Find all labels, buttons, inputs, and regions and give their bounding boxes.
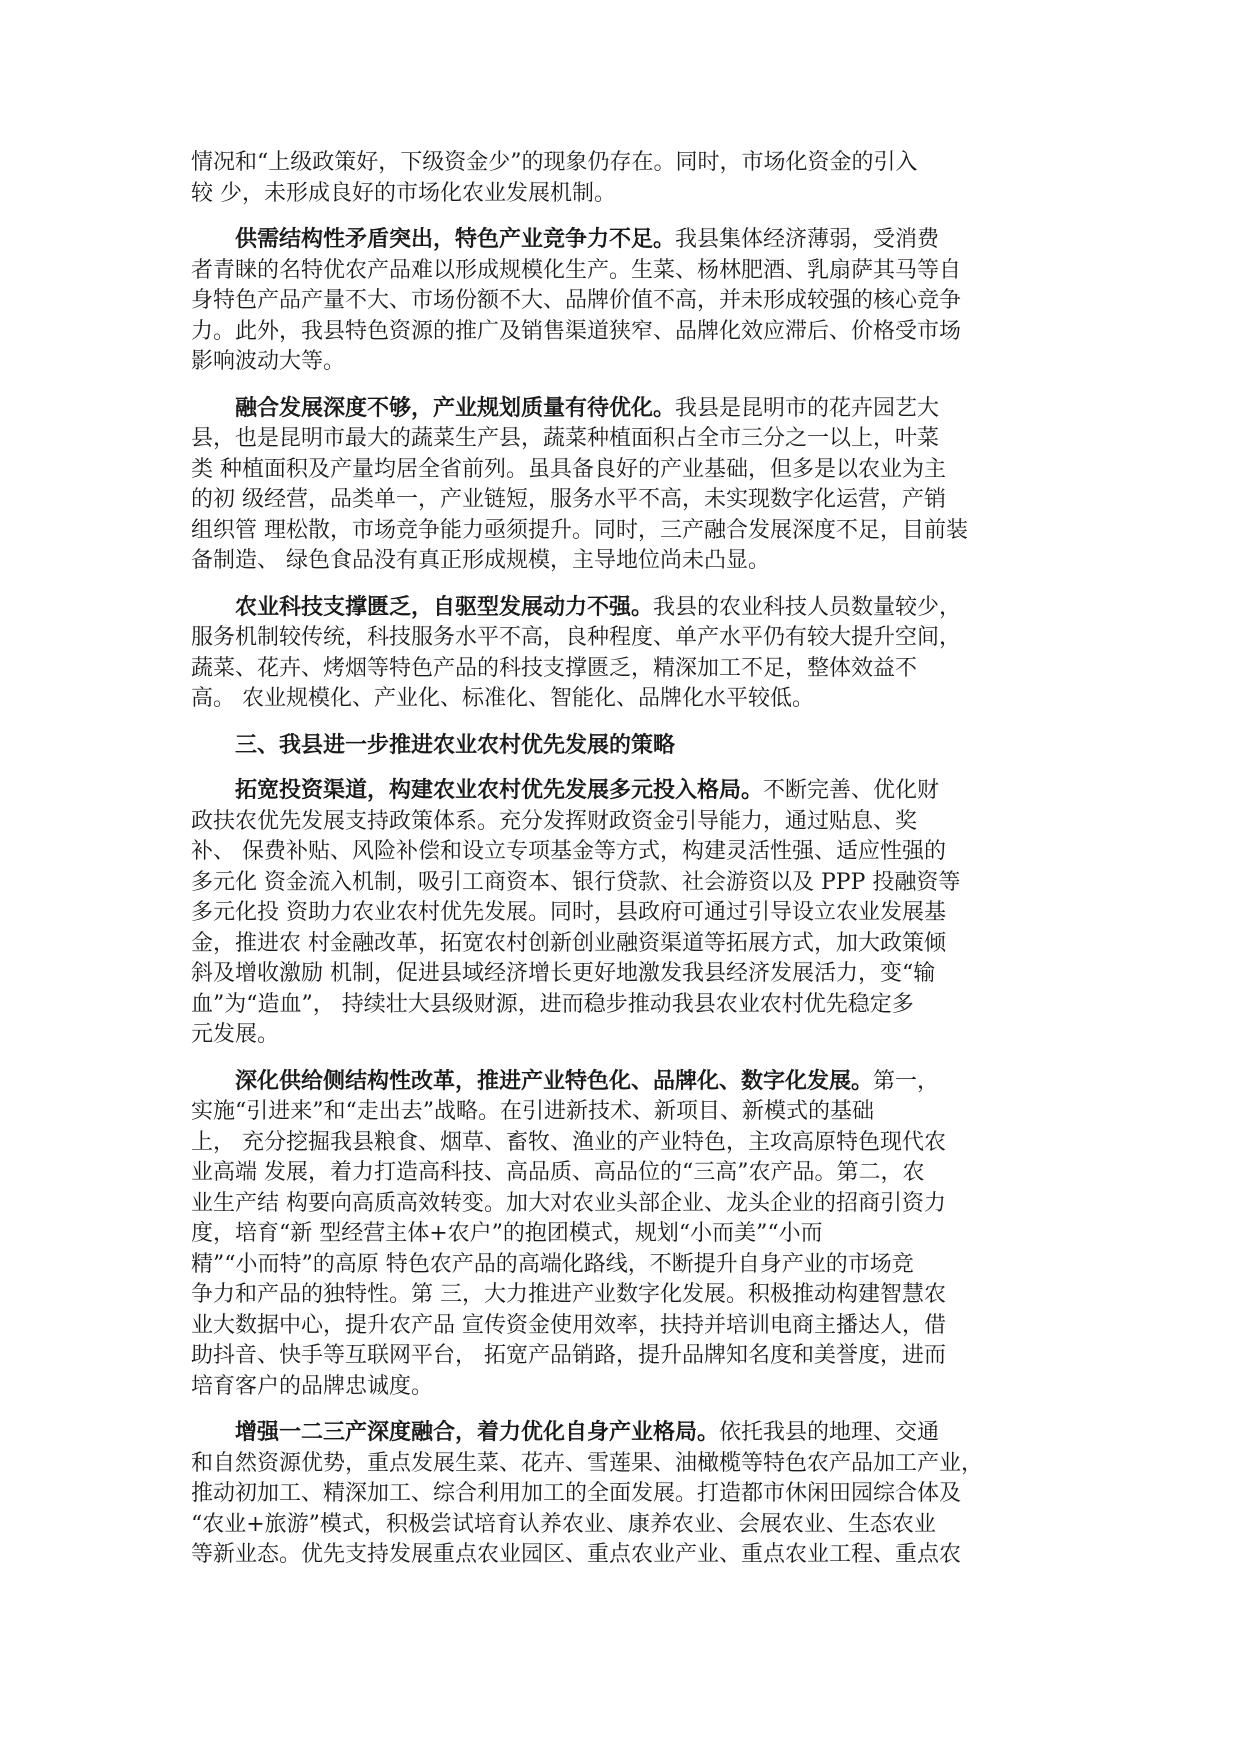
- paragraph-lead: 增强一二三产深度融合，着力优化自身产业格局。: [235, 1419, 720, 1445]
- text-line: 金，推进农 村金融改革，拓宽农村创新创业融资渠道等拓展方式，加大政策倾: [191, 930, 946, 956]
- text-line: 业大数据中心，提升农产品 宣传资金使用效率，扶持并培训电商主播达人，借: [191, 1312, 946, 1338]
- text-line: 多元化投 资助力农业农村优先发展。同时，县政府可通过引导设立农业发展基: [191, 900, 946, 925]
- paragraph-lead: 融合发展深度不够，产业规划质量有待优化。: [235, 394, 676, 421]
- text-line: 业高端 发展，着力打造高科技、高品质、高品位的“三高”农产品。第二，农: [191, 1160, 925, 1185]
- paragraph-text: 我县的农业科技人员数量较少，: [653, 594, 962, 620]
- text-line: 和自然资源优势，重点发展生菜、花卉、雪莲果、油橄榄等特色农产品加工产业，: [191, 1450, 984, 1476]
- text-line: [191, 775, 1047, 807]
- text-line: [191, 1066, 1047, 1098]
- text-line: 类 种植面积及产量均居全省前列。虽具备良好的产业基础，但多是以农业为主: [191, 456, 946, 482]
- paragraph-text: 我县集体经济薄弱，受消费: [675, 227, 940, 252]
- text-line: [191, 224, 1047, 256]
- paragraph-lead: 农业科技支撑匮乏，自驱型发展动力不强。: [235, 593, 654, 620]
- text-line: 服务机制较传统，科技服务水平不高，良种程度、单产水平仍有较大提升空间，: [191, 625, 962, 650]
- document-page: [191, 148, 1047, 1586]
- text-line: “农业+旅游”模式，积极尝试培育认养农业、康养农业、会展农业、生态农业: [191, 1511, 936, 1537]
- section-heading: 三、我县进一步推进农业农村优先发展的策略: [235, 731, 676, 758]
- paragraph-text: 依托我县的地理、交通: [719, 1420, 940, 1445]
- text-line: 争力和产品的独特性。第 三，大力推进产业数字化发展。积极推动构建智慧农: [191, 1282, 946, 1307]
- text-line: 的初 级经营，品类单一，产业链短，服务水平不高，未实现数字化运营，产销: [191, 487, 946, 512]
- text-line: 血”为“造血”， 持续壮大县级财源，进而稳步推动我县农业农村优先稳定多: [191, 991, 914, 1017]
- text-line: 影响波动大等。: [191, 349, 346, 374]
- text-line: 高。 农业规模化、产业化、标准化、智能化、品牌化水平较低。: [191, 686, 814, 711]
- text-line: 蔬菜、花卉、烤烟等特色产品的科技支撑匮乏，精深加工不足，整体效益不: [191, 655, 918, 681]
- text-line: 上， 充分挖掘我县粮食、烟草、畜牧、渔业的产业特色，主攻高原特色现代农: [191, 1129, 946, 1155]
- text-line: [191, 592, 1047, 624]
- text-line: 元发展。: [191, 1022, 280, 1047]
- text-line: 斜及增收激励 机制，促进县域经济增长更好地激发我县经济发展活力，变“输: [191, 961, 936, 986]
- paragraph-lead: 拓宽投资渠道，构建农业农村优先发展多元投入格局。: [235, 777, 764, 803]
- paragraph-investment: [191, 775, 1047, 1051]
- paragraph-text: 第一，: [873, 1068, 940, 1094]
- text-line: 力。此外，我县特色资源的推广及销售渠道狭窄、品牌化效应滞后、价格受市场: [191, 318, 962, 344]
- text-line: 补、 保费补贴、风险补偿和设立专项基金等方式，构建灵活性强、适应性强的: [191, 839, 946, 864]
- text-line: 县，也是昆明市最大的蔬菜生产县，蔬菜种植面积占全市三分之一以上，叶菜: [191, 426, 940, 451]
- text-line: 备制造、 绿色食品没有真正形成规模，主导地位尚未凸显。: [191, 548, 770, 573]
- text-line: 助抖音、快手等互联网平台， 拓宽产品销路，提升品牌知名度和美誉度，进而: [191, 1343, 946, 1368]
- text-line: 培育客户的品牌忠诚度。: [191, 1373, 434, 1399]
- text-line: 精”“小而特”的高原 特色农产品的高端化路线，不断提升自身产业的市场竞: [191, 1251, 914, 1277]
- text-line: 者青睐的名特优农产品难以形成规模化生产。生菜、杨林肥酒、乳扇萨其马等自: [191, 257, 962, 283]
- text-line: 多元化 资金流入机制，吸引工商资本、银行贷款、社会游资以及 PPP 投融资等: [191, 869, 961, 895]
- paragraph-industry-fusion: [191, 1417, 1047, 1571]
- paragraph-technology: [191, 592, 1047, 715]
- paragraph-continuation: [191, 148, 1047, 209]
- paragraph-text: 我县是昆明市的花卉园艺大: [675, 395, 940, 421]
- text-line: 身特色产品产量不大、市场份额不大、品牌价值不高，并未形成较强的核心竞争: [191, 288, 962, 313]
- text-line: 度，培育“新 型经营主体+农户”的抱团模式，规划“小而美”“小而: [191, 1221, 823, 1246]
- text-line: [191, 1417, 1047, 1449]
- text-line: 情况和“上级政策好，下级资金少”的现象仍存在。同时，市场化资金的引入: [191, 150, 918, 175]
- text-line: 实施“引进来”和“走出去”战略。在引进新技术、新项目、新模式的基础: [191, 1099, 874, 1124]
- paragraph-supply-demand: [191, 224, 1047, 378]
- paragraph-text: 不断完善、优化财: [763, 778, 940, 803]
- paragraph-integration: [191, 393, 1047, 577]
- text-line: 组织管 理松散，市场竞争能力亟须提升。同时，三产融合发展深度不足，目前装: [191, 517, 968, 543]
- text-line: [191, 393, 1047, 425]
- paragraph-lead: 深化供给侧结构性改革，推进产业特色化、品牌化、数字化发展。: [235, 1067, 874, 1094]
- text-line: 等新业态。优先支持发展重点农业园区、重点农业产业、重点农业工程、重点农: [191, 1542, 962, 1567]
- text-line: 推动初加工、精深加工、综合利用加工的全面发展。打造都市休闲田园综合体及: [191, 1481, 962, 1506]
- text-line: 业生产结 构要向高质高效转变。加大对农业头部企业、龙头企业的招商引资力: [191, 1190, 946, 1216]
- paragraph-lead: 供需结构性矛盾突出，特色产业竞争力不足。: [235, 226, 676, 252]
- paragraph-supply-side-reform: [191, 1066, 1047, 1403]
- text-line: 政扶农优先发展支持政策体系。充分发挥财政资金引导能力，通过贴息、奖: [191, 808, 918, 834]
- text-line: 较 少，未形成良好的市场化农业发展机制。: [191, 180, 616, 206]
